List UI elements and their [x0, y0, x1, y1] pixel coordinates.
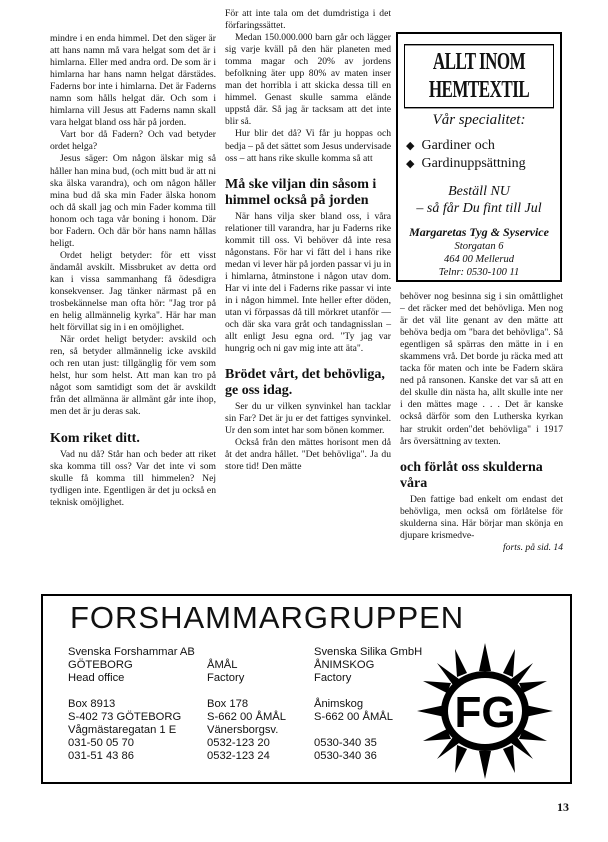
fg-text: S-662 00 ÅMÅL: [207, 711, 286, 723]
paragraph: mindre i en enda himmel. Det den säger är att hans namn må vara helgat som det är i himlarna. Eller med andra ord. De som är i himlarna har hans namn helgat därstädes. Faderns bor inte i himlarna. Det är Faderns namn som hålls helgat där. Och som i himlarna vill Jesus att Faderns namn skall vara helgat bland oss här på jorden.: [50, 33, 216, 129]
ad-item-list: [406, 137, 560, 173]
section-heading: och förlåt oss skulderna våra: [400, 459, 543, 491]
ad-item: ◆ Gardinuppsättning: [406, 155, 560, 173]
ad-cta: [398, 183, 560, 217]
fg-text: S-662 00 ÅMÅL: [314, 711, 393, 723]
paragraph: Vart bor då Fadern? Och vad betyder ordet helga?: [50, 129, 216, 153]
forshammar-advertisement: [41, 594, 572, 784]
fg-text: Head office: [68, 672, 125, 684]
section-heading: Brödet vårt, det behövliga, ge oss idag.: [225, 367, 385, 399]
ad-cta-line: – så får Du fint till Jul: [416, 201, 542, 216]
fg-text: Factory: [207, 672, 245, 684]
section-heading: Må ske viljan din såsom i himmel också på jorden: [225, 176, 377, 208]
paragraph: När hans vilja sker bland oss, i våra relationer till varandra, har ju Faderns rike kommit till oss. Vi behöver då inte resa någonstans. För har vi fått del i hans rike medan vi lever här på jorden passar vi ju in i himlarna, åtminstone i någon utav dom. Har vi inte del i Faderns rike passar vi inte in i någon himmel. Inte heller efter döden, utan vi förpassas då till mörkret utanför — och där ska vara gråt och tandagnisslan – allt enligt Jesu egna ord. "Ty jag var hungrig och ni gav mig inte att äta".: [225, 210, 391, 355]
fg-text: 0530-340 36: [314, 750, 377, 762]
paragraph: För att inte tala om det dumdristiga i det förfaringssättet.: [225, 8, 391, 32]
fg-text: Svenska Silika GmbH: [314, 646, 423, 658]
fg-head-office-column: [68, 646, 228, 763]
paragraph: Vad nu då? Står han och beder att riket ska komma till oss? Var det inte vi som skulle få komma till himmelen? Nej tydligen inte. Egentligen är det ju också en teknisk omöjlighet.: [50, 448, 216, 508]
fg-amal-column: [207, 646, 307, 763]
continued-note: forts. på sid. 14: [503, 541, 563, 553]
ad-item: ◆ Gardiner och: [406, 137, 560, 155]
column-1: [50, 33, 216, 509]
paragraph: Den fattige bad enkelt om endast det behövliga, men också om förlåtelse för skulderna sina. Här börjar man skönja en djupare krismedve-: [400, 493, 563, 541]
paragraph: Medan 150.000.000 barn går och lägger sig varje kväll på den här planeten med tomma magar och 20% av jordens befolkning äter upp 80% av maten inser man det horribla i att skicka dessa till en himmel. Genast skulle samma elände uppstå där. Så jag är tacksam att det inte blir så.: [225, 32, 391, 128]
fg-text: S-402 73 GÖTEBORG: [68, 711, 182, 723]
fg-text: ÅNIMSKOG: [314, 659, 375, 671]
fg-text: Box 178: [207, 698, 249, 710]
fg-text: GÖTEBORG: [68, 659, 133, 671]
ad-cta-line: Beställ NU: [448, 184, 510, 199]
fg-text: Ånimskog: [314, 698, 364, 710]
fg-text: ÅMÅL: [207, 659, 238, 671]
ad-title: ALLT INOM HEMTEXTIL: [404, 44, 554, 108]
paragraph: Hur blir det då? Vi får ju hoppas och bedja – på det sättet som Jesus undervisade oss – att hans rike skulle komma så att: [225, 128, 391, 164]
paragraph: Jesus säger: Om någon älskar mig så håller han mina bud, (och mitt bud är att ni ska älska varandra), och om någon håller mina bud då ska min Fader älska honom och då skall jag och min Fader komma till honom och taga vår boning i honom. Där bor Fadern. Och där bör hans namn hållas heligt.: [50, 153, 216, 249]
paragraph: Ordet heligt betyder: för ett visst ändamål avskilt. Missbruket av detta ord kan i vissa sammanhang få ödesdigra konsekvenser. Jag tänker närmast på en trosbekännelse man ofta hör: "Jag tror på en helig allmännelig kyrka". Här har man helt förvillat sig in i en omöjlighet.: [50, 249, 216, 334]
fg-text: Box 8913: [68, 698, 116, 710]
page-number: 13: [557, 800, 569, 814]
fg-logo-text: FG: [454, 688, 516, 737]
fg-text: 0532-123 24: [207, 750, 270, 762]
fg-text: 031-51 43 86: [68, 750, 134, 762]
ad-specialitet: Vår specialitet:: [432, 112, 526, 128]
hemtextil-advertisement: [396, 32, 562, 282]
fg-text: Vänersborgsv.: [207, 724, 279, 736]
fg-text: Factory: [314, 672, 352, 684]
fg-text: Svenska Forshammar AB: [68, 646, 195, 658]
column-3: [400, 291, 563, 554]
ad-phone: Telnr: 0530-100 11: [438, 267, 520, 278]
section-heading: Kom riket ditt.: [50, 430, 140, 446]
fg-title: FORSHAMMARGRUPPEN: [70, 600, 465, 635]
ad-company: Margaretas Tyg & Syservice: [409, 225, 549, 239]
fg-text: 0530-340 35: [314, 737, 377, 749]
paragraph: När ordet heligt betyder: avskild och ren, så betyder allmännelig icke avskild och ren utan just: tillgänglig för vem som helst, hur som helst. Att man kan tro på något som samtidigt som det är avskildt från det allmänna är allmänt går inte ihop, men det är ju deras sak.: [50, 334, 216, 418]
fg-sun-logo: [415, 641, 555, 781]
paragraph: behöver nog besinna sig i sin omåttlighet – det räcker med det behövliga. Men nog är det väl lite genant av den mätte att behöva bedja om "bara det behövliga". Så egentligen så spärras den mätte in i en skammens vrå. Det borde ju räcka med att tacka för maten och inte be Fadern skära ned på ransonen. Kanske det var så att en del skulle din nästa ha, allt skulle inte ner i den mättes mage . . . Det är kanske också därför som den Lutherska kyrkan har strukit orden"det behövliga" i 1917 års översättning av texten.: [400, 291, 563, 447]
ad-city: 464 00 Mellerud: [444, 254, 514, 265]
paragraph: Ser du ur vilken synvinkel han tacklar sin Far? Det är ju er det fattiges synvinkel. Ur den som intet har som bönen kommer.: [225, 401, 391, 437]
paragraph: Också från den mättes horisont men då åt det andra hållet. "Det behövliga". Ja du store tid! Den mätte: [225, 437, 391, 473]
fg-text: Vågmästaregatan 1 E: [68, 724, 177, 736]
fg-text: 031-50 05 70: [68, 737, 134, 749]
fg-text: 0532-123 20: [207, 737, 270, 749]
column-2: [225, 8, 391, 473]
ad-street: Storgatan 6: [454, 241, 504, 252]
